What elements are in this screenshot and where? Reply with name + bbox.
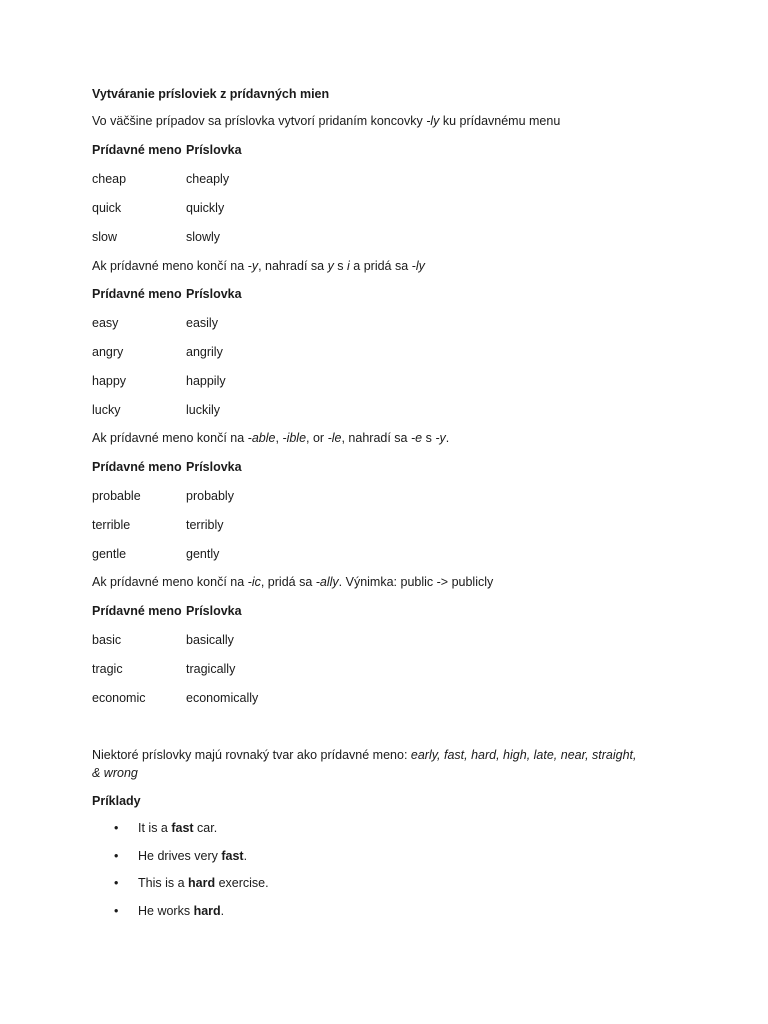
same-form-text: Niektoré príslovky majú rovnaký tvar ako prídavné meno: bbox=[92, 748, 411, 762]
examples-heading: Príklady bbox=[92, 794, 141, 808]
adjective-cell: happy bbox=[92, 374, 127, 388]
adjective-cell: angry bbox=[92, 345, 124, 359]
adjective-cell: tragic bbox=[92, 662, 123, 676]
same-form-paragraph bbox=[92, 748, 636, 762]
adverb-cell: economically bbox=[186, 691, 259, 705]
adverb-cell: quickly bbox=[186, 201, 225, 215]
same-form-words: early, fast, hard, high, late, near, straight, bbox=[410, 748, 637, 762]
example-text: . bbox=[243, 849, 248, 863]
example-text: He drives very bbox=[138, 849, 222, 863]
table-row bbox=[92, 518, 492, 536]
table4-header bbox=[92, 604, 492, 622]
table-row bbox=[92, 316, 492, 334]
header-adjective: Prídavné meno bbox=[92, 460, 182, 474]
rule-text: Ak prídavné meno končí na bbox=[92, 431, 248, 445]
adverb-cell: probably bbox=[186, 489, 234, 503]
table-row bbox=[92, 172, 492, 190]
example-bold: hard bbox=[193, 904, 221, 918]
example-text: He works bbox=[138, 904, 194, 918]
table-row bbox=[92, 489, 492, 507]
document-title: Vytváranie prísloviek z prídavných mien bbox=[92, 87, 330, 101]
bullet-icon: • bbox=[114, 904, 119, 918]
header-adjective: Prídavné meno bbox=[92, 604, 182, 618]
rule-ic-paragraph bbox=[92, 575, 493, 589]
rule-italic: -ible bbox=[282, 431, 307, 445]
table3-header bbox=[92, 460, 492, 478]
rule-text: s bbox=[333, 259, 348, 273]
rule-italic: -ic bbox=[247, 575, 261, 589]
example-bold: fast bbox=[221, 849, 244, 863]
rule-text: Ak prídavné meno končí na bbox=[92, 575, 248, 589]
rule-text: Ak prídavné meno končí na bbox=[92, 259, 248, 273]
table-row bbox=[92, 374, 492, 392]
rule-y-paragraph bbox=[92, 259, 425, 273]
rule-italic: -ally bbox=[315, 575, 339, 589]
rule-text: , nahradí sa bbox=[341, 431, 411, 445]
same-form-words-cont: & wrong bbox=[92, 766, 138, 780]
rule-le-paragraph bbox=[92, 431, 449, 445]
bullet-icon: • bbox=[114, 876, 119, 890]
table-row bbox=[92, 345, 492, 363]
rule-text: , bbox=[275, 431, 283, 445]
table-row bbox=[92, 662, 492, 680]
intro-suffix: -ly bbox=[426, 114, 440, 128]
header-adverb: Príslovka bbox=[186, 143, 242, 157]
example-bold: fast bbox=[171, 821, 194, 835]
intro-text: Vo väčšine prípadov sa príslovka vytvorí pridaním koncovky bbox=[92, 114, 427, 128]
header-adjective: Prídavné meno bbox=[92, 287, 182, 301]
example-text: exercise. bbox=[215, 876, 269, 890]
adjective-cell: basic bbox=[92, 633, 122, 647]
example-text: This is a bbox=[138, 876, 189, 890]
adjective-cell: easy bbox=[92, 316, 119, 330]
adverb-cell: basically bbox=[186, 633, 234, 647]
header-adverb: Príslovka bbox=[186, 604, 242, 618]
header-adverb: Príslovka bbox=[186, 287, 242, 301]
table-row bbox=[92, 633, 492, 651]
rule-italic: -ly bbox=[411, 259, 425, 273]
same-form-paragraph-cont bbox=[92, 766, 138, 780]
adjective-cell: economic bbox=[92, 691, 146, 705]
rule-text: , pridá sa bbox=[260, 575, 316, 589]
table-row bbox=[92, 230, 492, 248]
rule-text: . bbox=[445, 431, 450, 445]
table2-header bbox=[92, 287, 492, 305]
example-bold: hard bbox=[188, 876, 216, 890]
adverb-cell: terribly bbox=[186, 518, 224, 532]
bullet-icon: • bbox=[114, 849, 119, 863]
example-text: . bbox=[220, 904, 225, 918]
rule-italic: y bbox=[327, 259, 334, 273]
table-row bbox=[92, 201, 492, 219]
adjective-cell: probable bbox=[92, 489, 141, 503]
adverb-cell: angrily bbox=[186, 345, 223, 359]
rule-italic: -y bbox=[435, 431, 446, 445]
adverb-cell: gently bbox=[186, 547, 220, 561]
table-row bbox=[92, 547, 492, 565]
example-text: car. bbox=[193, 821, 218, 835]
intro-paragraph bbox=[92, 114, 560, 128]
rule-italic: -e bbox=[410, 431, 423, 445]
example-text: It is a bbox=[138, 821, 172, 835]
rule-text: . Výnimka: public -> publicly bbox=[338, 575, 494, 589]
rule-italic: -able bbox=[247, 431, 276, 445]
table-row bbox=[92, 691, 492, 709]
rule-text: , nahradí sa bbox=[258, 259, 328, 273]
bullet-icon: • bbox=[114, 821, 119, 835]
adjective-cell: gentle bbox=[92, 547, 127, 561]
table1-header bbox=[92, 143, 492, 161]
adverb-cell: tragically bbox=[186, 662, 236, 676]
intro-text-end: ku prídavnému menu bbox=[439, 114, 561, 128]
rule-italic: i bbox=[347, 259, 350, 273]
rule-text: a pridá sa bbox=[349, 259, 412, 273]
adjective-cell: slow bbox=[92, 230, 118, 244]
adjective-cell: terrible bbox=[92, 518, 131, 532]
rule-text: , or bbox=[306, 431, 328, 445]
adverb-cell: happily bbox=[186, 374, 226, 388]
adjective-cell: cheap bbox=[92, 172, 127, 186]
adverb-cell: easily bbox=[186, 316, 218, 330]
adjective-cell: quick bbox=[92, 201, 122, 215]
rule-italic: -y bbox=[247, 259, 259, 273]
adverb-cell: luckily bbox=[186, 403, 221, 417]
adjective-cell: lucky bbox=[92, 403, 121, 417]
header-adverb: Príslovka bbox=[186, 460, 242, 474]
table-row bbox=[92, 403, 492, 421]
adverb-cell: cheaply bbox=[186, 172, 230, 186]
rule-text: s bbox=[422, 431, 436, 445]
rule-italic: -le bbox=[327, 431, 342, 445]
adverb-cell: slowly bbox=[186, 230, 221, 244]
header-adjective: Prídavné meno bbox=[92, 143, 182, 157]
